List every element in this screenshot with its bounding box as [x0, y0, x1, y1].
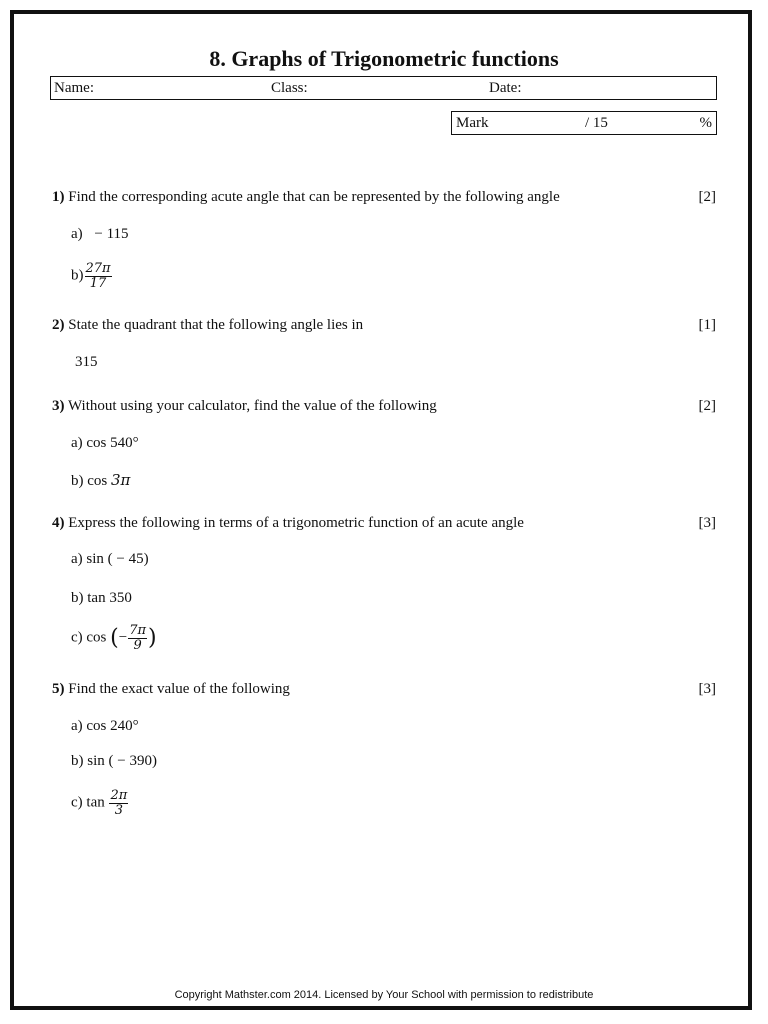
question-5-marks: [3] [698, 681, 716, 697]
question-3b [71, 471, 130, 490]
angle-value: ( − 45) [107, 551, 149, 567]
part-label: c) tan [71, 794, 105, 811]
question-1b [71, 262, 113, 290]
part-label: b) cos [71, 473, 108, 489]
part-label: a) sin [71, 551, 104, 567]
fraction-denominator: 9 [133, 637, 142, 653]
question-text: Without using your calculator, find the value of the following [67, 398, 437, 414]
fraction-numerator: 2π [110, 788, 128, 803]
fraction [85, 262, 112, 290]
angle-value: 350 [109, 590, 132, 606]
question-text: State the quadrant that the following angle lies in [68, 317, 364, 333]
question-text: Express the following in terms of a trigonometric function of an acute angle [68, 515, 524, 531]
question-text: Find the corresponding acute angle that can be represented by the following angle [68, 189, 560, 205]
mark-label: Mark [456, 115, 489, 131]
question-2 [52, 317, 363, 334]
angle-value: − 115 [94, 226, 129, 242]
angle-value: 3π [111, 471, 131, 489]
question-2-marks: [1] [698, 317, 716, 333]
part-label: a) [71, 226, 83, 242]
fraction-numerator: 27π [85, 261, 111, 276]
question-3 [52, 398, 437, 415]
question-1a [71, 226, 129, 243]
page-border [10, 10, 752, 1010]
question-1-marks: [2] [698, 189, 716, 205]
part-label: c) cos [71, 629, 107, 646]
question-number: 4) [52, 515, 65, 531]
question-2-value: 315 [75, 354, 98, 370]
question-5a [71, 718, 139, 735]
question-3-marks: [2] [698, 398, 716, 414]
minus-sign: − [118, 629, 128, 646]
question-1 [52, 189, 560, 206]
angle-value: 540° [110, 435, 139, 451]
question-number: 3) [52, 398, 65, 414]
worksheet-title: 8. Graphs of Trigonometric functions [209, 46, 559, 71]
question-number: 5) [52, 681, 65, 697]
copyright-footer: Copyright Mathster.com 2014. Licensed by Your School with permission to redistribute [174, 989, 594, 1001]
mark-box [451, 111, 717, 135]
date-label: Date: [489, 80, 522, 96]
mark-percent: % [699, 115, 712, 131]
part-label: b) sin [71, 753, 105, 769]
question-4 [52, 515, 524, 532]
name-label: Name: [54, 80, 94, 96]
question-5b [71, 753, 157, 770]
angle-value: 240° [110, 718, 139, 734]
question-text: Find the exact value of the following [68, 681, 290, 697]
fraction [109, 789, 128, 817]
close-paren: ) [148, 625, 157, 651]
part-label: a) cos [71, 718, 107, 734]
question-4a [71, 551, 149, 568]
question-number: 1) [52, 189, 65, 205]
class-label: Class: [271, 80, 308, 96]
mark-total: / 15 [585, 115, 608, 131]
fraction-numerator: 7π [129, 623, 147, 638]
question-3a [71, 435, 139, 452]
question-number: 2) [52, 317, 65, 333]
fraction-denominator: 3 [114, 802, 124, 818]
part-label: b) tan [71, 590, 106, 606]
question-4b [71, 590, 132, 607]
fraction [128, 624, 147, 652]
question-5 [52, 681, 290, 698]
question-5c [71, 789, 129, 817]
open-paren: ( [110, 625, 119, 651]
question-4c [71, 624, 157, 652]
part-label: b) [71, 267, 84, 284]
angle-value: ( − 390) [108, 753, 157, 769]
part-label: a) cos [71, 435, 107, 451]
fraction-denominator: 17 [89, 275, 107, 291]
student-info-box [50, 76, 717, 100]
question-4-marks: [3] [698, 515, 716, 531]
